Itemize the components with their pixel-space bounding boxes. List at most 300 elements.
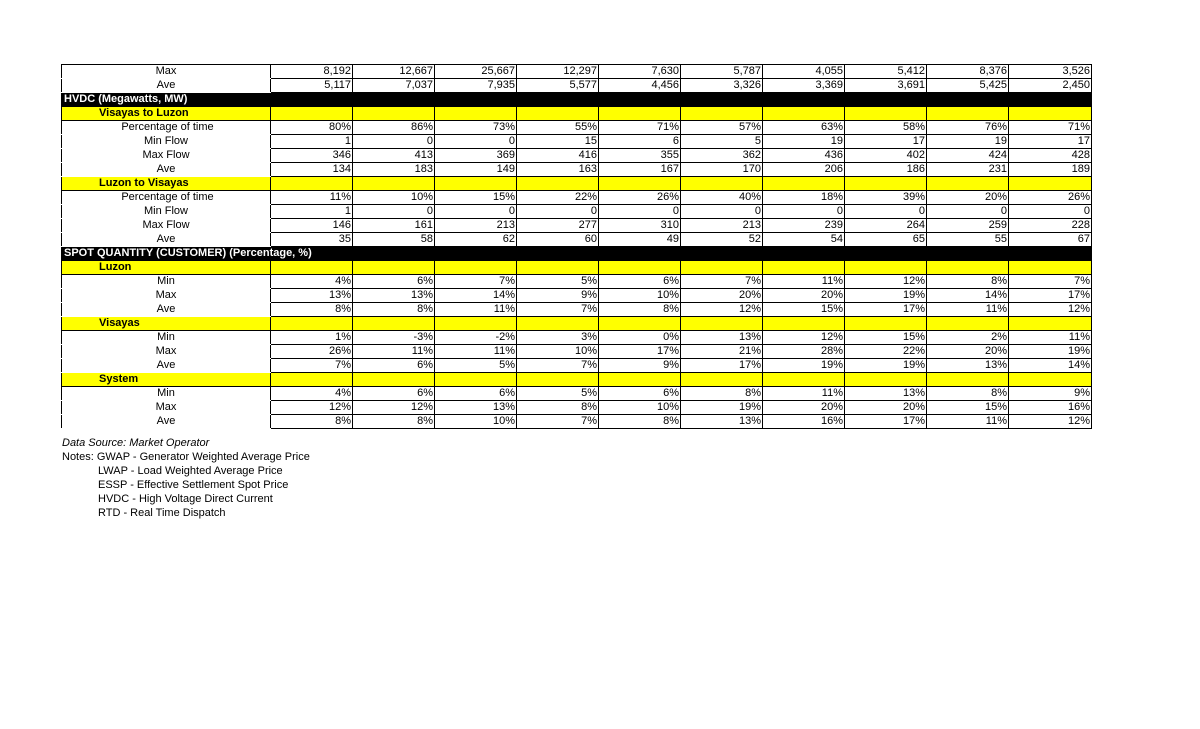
value-cell: 13% [681, 331, 763, 345]
value-cell: 7% [435, 275, 517, 289]
row-label: Ave [62, 79, 271, 93]
value-cell: 10% [353, 191, 435, 205]
table-row [62, 65, 1092, 79]
subsection-blank-cell [1009, 107, 1092, 121]
subsection-blank-cell [353, 261, 435, 275]
table-row [62, 219, 1092, 233]
subsection-blank-cell [435, 373, 517, 387]
table-row [62, 233, 1092, 247]
value-cell: 7,935 [435, 79, 517, 93]
subsection-blank-cell [763, 261, 845, 275]
subsection-blank-cell [927, 261, 1009, 275]
value-cell: 8% [927, 275, 1009, 289]
value-cell: 7,037 [353, 79, 435, 93]
subsection-blank-cell [435, 261, 517, 275]
value-cell: 26% [1009, 191, 1092, 205]
value-cell: 228 [1009, 219, 1092, 233]
value-cell: 12% [681, 303, 763, 317]
subsection-blank-cell [599, 107, 681, 121]
value-cell: 13% [435, 401, 517, 415]
value-cell: 167 [599, 163, 681, 177]
value-cell: 12% [353, 401, 435, 415]
section-title: SPOT QUANTITY (CUSTOMER) (Percentage, %) [62, 247, 1092, 261]
value-cell: 7% [517, 415, 599, 429]
value-cell: 11% [435, 303, 517, 317]
value-cell: 71% [1009, 121, 1092, 135]
value-cell: 183 [353, 163, 435, 177]
value-cell: 19% [681, 401, 763, 415]
value-cell: 11% [1009, 331, 1092, 345]
subsection-blank-cell [517, 317, 599, 331]
value-cell: 5 [681, 135, 763, 149]
subsection-blank-cell [353, 373, 435, 387]
subsection-blank-cell [681, 177, 763, 191]
value-cell: 15% [927, 401, 1009, 415]
value-cell: 13% [681, 415, 763, 429]
value-cell: 310 [599, 219, 681, 233]
value-cell: 3,369 [763, 79, 845, 93]
value-cell: 7,630 [599, 65, 681, 79]
value-cell: 0 [599, 205, 681, 219]
row-label: Max [62, 401, 271, 415]
value-cell: 67 [1009, 233, 1092, 247]
section-header-row [62, 93, 1092, 107]
value-cell: 14% [435, 289, 517, 303]
value-cell: 6% [353, 275, 435, 289]
value-cell: 7% [681, 275, 763, 289]
row-label: Min Flow [62, 205, 271, 219]
value-cell: 3% [517, 331, 599, 345]
subsection-title: System [62, 373, 271, 387]
note-item: LWAP - Load Weighted Average Price [98, 465, 283, 477]
row-label: Min [62, 387, 271, 401]
subsection-blank-cell [435, 177, 517, 191]
value-cell: 11% [435, 345, 517, 359]
value-cell: 19% [1009, 345, 1092, 359]
table-row [62, 121, 1092, 135]
value-cell: 73% [435, 121, 517, 135]
subsection-blank-cell [681, 373, 763, 387]
subsection-blank-cell [271, 373, 353, 387]
subsection-blank-cell [927, 177, 1009, 191]
value-cell: 17% [845, 415, 927, 429]
subsection-blank-cell [927, 373, 1009, 387]
section-header-row [62, 247, 1092, 261]
value-cell: 11% [927, 415, 1009, 429]
row-label: Ave [62, 233, 271, 247]
value-cell: 7% [517, 359, 599, 373]
value-cell: 80% [271, 121, 353, 135]
value-cell: 13% [271, 289, 353, 303]
value-cell: 369 [435, 149, 517, 163]
value-cell: 4,055 [763, 65, 845, 79]
value-cell: 58 [353, 233, 435, 247]
value-cell: 4,456 [599, 79, 681, 93]
value-cell: 5,117 [271, 79, 353, 93]
value-cell: 14% [927, 289, 1009, 303]
value-cell: 362 [681, 149, 763, 163]
value-cell: 10% [599, 401, 681, 415]
value-cell: 12% [271, 401, 353, 415]
value-cell: 186 [845, 163, 927, 177]
table-row [62, 275, 1092, 289]
subsection-blank-cell [353, 317, 435, 331]
subsection-blank-cell [271, 177, 353, 191]
table-row [62, 415, 1092, 429]
value-cell: 10% [599, 289, 681, 303]
value-cell: 20% [927, 345, 1009, 359]
subsection-blank-cell [681, 261, 763, 275]
value-cell: 39% [845, 191, 927, 205]
value-cell: 6% [353, 359, 435, 373]
value-cell: 8% [271, 415, 353, 429]
value-cell: 57% [681, 121, 763, 135]
subsection-blank-cell [845, 317, 927, 331]
value-cell: 19% [845, 289, 927, 303]
value-cell: 3,526 [1009, 65, 1092, 79]
value-cell: 2,450 [1009, 79, 1092, 93]
note-item: RTD - Real Time Dispatch [98, 507, 226, 519]
value-cell: 277 [517, 219, 599, 233]
value-cell: 20% [763, 289, 845, 303]
value-cell: 71% [599, 121, 681, 135]
subsection-blank-cell [681, 317, 763, 331]
value-cell: 416 [517, 149, 599, 163]
value-cell: 8% [599, 303, 681, 317]
value-cell: 8% [353, 303, 435, 317]
subsection-blank-cell [1009, 317, 1092, 331]
value-cell: 14% [1009, 359, 1092, 373]
row-label: Min Flow [62, 135, 271, 149]
subsection-blank-cell [599, 317, 681, 331]
value-cell: 62 [435, 233, 517, 247]
value-cell: 26% [271, 345, 353, 359]
value-cell: 134 [271, 163, 353, 177]
subsection-blank-cell [1009, 177, 1092, 191]
value-cell: 0 [1009, 205, 1092, 219]
subsection-blank-cell [517, 177, 599, 191]
value-cell: -3% [353, 331, 435, 345]
value-cell: 146 [271, 219, 353, 233]
subsection-title: Visayas [62, 317, 271, 331]
value-cell: 11% [763, 275, 845, 289]
table-row [62, 345, 1092, 359]
value-cell: 15% [845, 331, 927, 345]
value-cell: 8% [353, 415, 435, 429]
subsection-blank-cell [763, 373, 845, 387]
value-cell: 8% [599, 415, 681, 429]
subsection-blank-cell [271, 317, 353, 331]
market-data-table [61, 64, 1092, 429]
value-cell: 8% [517, 401, 599, 415]
value-cell: 11% [271, 191, 353, 205]
row-label: Percentage of time [62, 121, 271, 135]
value-cell: 19 [763, 135, 845, 149]
value-cell: 25,667 [435, 65, 517, 79]
value-cell: 26% [599, 191, 681, 205]
value-cell: 428 [1009, 149, 1092, 163]
value-cell: 21% [681, 345, 763, 359]
value-cell: 1 [271, 205, 353, 219]
value-cell: 16% [1009, 401, 1092, 415]
value-cell: 9% [517, 289, 599, 303]
value-cell: 12,667 [353, 65, 435, 79]
value-cell: 13% [927, 359, 1009, 373]
data-source-note: Data Source: Market Operator [62, 437, 210, 449]
value-cell: 5,425 [927, 79, 1009, 93]
value-cell: 0 [681, 205, 763, 219]
subsection-blank-cell [845, 177, 927, 191]
value-cell: 12% [1009, 303, 1092, 317]
subsection-blank-cell [845, 107, 927, 121]
subsection-blank-cell [845, 373, 927, 387]
row-label: Min [62, 331, 271, 345]
subsection-blank-cell [517, 373, 599, 387]
value-cell: 413 [353, 149, 435, 163]
value-cell: 8% [271, 303, 353, 317]
value-cell: 11% [353, 345, 435, 359]
value-cell: 213 [681, 219, 763, 233]
value-cell: 20% [763, 401, 845, 415]
value-cell: 2% [927, 331, 1009, 345]
value-cell: 17 [1009, 135, 1092, 149]
value-cell: 86% [353, 121, 435, 135]
row-label: Min [62, 275, 271, 289]
value-cell: 8% [927, 387, 1009, 401]
row-label: Ave [62, 415, 271, 429]
section-title: HVDC (Megawatts, MW) [62, 93, 1092, 107]
subsection-header-row [62, 261, 1092, 275]
value-cell: 6% [353, 387, 435, 401]
notes-block [62, 436, 310, 520]
value-cell: 8% [681, 387, 763, 401]
table-row [62, 135, 1092, 149]
value-cell: 17% [845, 303, 927, 317]
value-cell: 346 [271, 149, 353, 163]
table-row [62, 331, 1092, 345]
value-cell: 206 [763, 163, 845, 177]
value-cell: 7% [1009, 275, 1092, 289]
value-cell: 0 [435, 135, 517, 149]
value-cell: 18% [763, 191, 845, 205]
value-cell: 54 [763, 233, 845, 247]
value-cell: 60 [517, 233, 599, 247]
row-label: Max [62, 345, 271, 359]
value-cell: 19% [845, 359, 927, 373]
subsection-blank-cell [599, 177, 681, 191]
value-cell: 76% [927, 121, 1009, 135]
value-cell: 7% [271, 359, 353, 373]
subsection-blank-cell [845, 261, 927, 275]
value-cell: 5,412 [845, 65, 927, 79]
subsection-blank-cell [599, 261, 681, 275]
value-cell: 3,326 [681, 79, 763, 93]
value-cell: 12% [1009, 415, 1092, 429]
subsection-header-row [62, 107, 1092, 121]
value-cell: 213 [435, 219, 517, 233]
value-cell: 15% [435, 191, 517, 205]
value-cell: 20% [681, 289, 763, 303]
subsection-blank-cell [763, 317, 845, 331]
table-row [62, 163, 1092, 177]
subsection-blank-cell [435, 107, 517, 121]
notes-heading: Notes: GWAP - Generator Weighted Average Price [62, 451, 310, 463]
value-cell: 402 [845, 149, 927, 163]
subsection-blank-cell [763, 107, 845, 121]
value-cell: 1 [271, 135, 353, 149]
value-cell: 22% [845, 345, 927, 359]
value-cell: 0 [927, 205, 1009, 219]
value-cell: 1% [271, 331, 353, 345]
value-cell: 163 [517, 163, 599, 177]
value-cell: 12,297 [517, 65, 599, 79]
value-cell: 8,192 [271, 65, 353, 79]
value-cell: 19 [927, 135, 1009, 149]
value-cell: 8,376 [927, 65, 1009, 79]
subsection-blank-cell [599, 373, 681, 387]
subsection-blank-cell [517, 107, 599, 121]
subsection-title: Luzon [62, 261, 271, 275]
value-cell: 12% [763, 331, 845, 345]
value-cell: 40% [681, 191, 763, 205]
value-cell: 5% [517, 387, 599, 401]
value-cell: 13% [845, 387, 927, 401]
row-label: Max [62, 289, 271, 303]
value-cell: 0 [435, 205, 517, 219]
value-cell: 0 [353, 135, 435, 149]
subsection-header-row [62, 317, 1092, 331]
value-cell: 0 [517, 205, 599, 219]
value-cell: 5,787 [681, 65, 763, 79]
value-cell: 13% [353, 289, 435, 303]
value-cell: 231 [927, 163, 1009, 177]
row-label: Ave [62, 303, 271, 317]
value-cell: 9% [1009, 387, 1092, 401]
value-cell: 7% [517, 303, 599, 317]
value-cell: 0 [845, 205, 927, 219]
subsection-title: Visayas to Luzon [62, 107, 271, 121]
subsection-blank-cell [271, 107, 353, 121]
value-cell: 149 [435, 163, 517, 177]
row-label: Max [62, 65, 271, 79]
row-label: Ave [62, 359, 271, 373]
value-cell: 0 [763, 205, 845, 219]
table-row [62, 401, 1092, 415]
value-cell: 5% [517, 275, 599, 289]
note-item: ESSP - Effective Settlement Spot Price [98, 479, 289, 491]
subsection-blank-cell [927, 317, 1009, 331]
subsection-blank-cell [1009, 261, 1092, 275]
table-row [62, 303, 1092, 317]
value-cell: 170 [681, 163, 763, 177]
value-cell: 17 [845, 135, 927, 149]
subsection-blank-cell [517, 261, 599, 275]
table-row [62, 191, 1092, 205]
row-label: Ave [62, 163, 271, 177]
subsection-header-row [62, 177, 1092, 191]
value-cell: 3,691 [845, 79, 927, 93]
value-cell: 52 [681, 233, 763, 247]
value-cell: 6% [599, 275, 681, 289]
value-cell: 189 [1009, 163, 1092, 177]
value-cell: 10% [435, 415, 517, 429]
value-cell: 55% [517, 121, 599, 135]
subsection-blank-cell [763, 177, 845, 191]
value-cell: 20% [845, 401, 927, 415]
value-cell: 65 [845, 233, 927, 247]
value-cell: 4% [271, 275, 353, 289]
subsection-blank-cell [353, 107, 435, 121]
value-cell: 6 [599, 135, 681, 149]
value-cell: 355 [599, 149, 681, 163]
value-cell: 17% [599, 345, 681, 359]
value-cell: 28% [763, 345, 845, 359]
value-cell: 264 [845, 219, 927, 233]
value-cell: 0 [353, 205, 435, 219]
value-cell: 12% [845, 275, 927, 289]
value-cell: 424 [927, 149, 1009, 163]
value-cell: 5% [435, 359, 517, 373]
value-cell: 259 [927, 219, 1009, 233]
value-cell: 58% [845, 121, 927, 135]
value-cell: 11% [927, 303, 1009, 317]
value-cell: 6% [599, 387, 681, 401]
subsection-blank-cell [435, 317, 517, 331]
subsection-blank-cell [681, 107, 763, 121]
row-label: Max Flow [62, 219, 271, 233]
value-cell: 19% [763, 359, 845, 373]
value-cell: 15% [763, 303, 845, 317]
subsection-title: Luzon to Visayas [62, 177, 271, 191]
value-cell: 17% [1009, 289, 1092, 303]
value-cell: 22% [517, 191, 599, 205]
value-cell: 10% [517, 345, 599, 359]
subsection-header-row [62, 373, 1092, 387]
value-cell: 161 [353, 219, 435, 233]
value-cell: 239 [763, 219, 845, 233]
value-cell: 20% [927, 191, 1009, 205]
table-row [62, 205, 1092, 219]
value-cell: 15 [517, 135, 599, 149]
value-cell: 16% [763, 415, 845, 429]
table-row [62, 289, 1092, 303]
table-row [62, 149, 1092, 163]
value-cell: 0% [599, 331, 681, 345]
subsection-blank-cell [353, 177, 435, 191]
value-cell: 55 [927, 233, 1009, 247]
value-cell: 49 [599, 233, 681, 247]
row-label: Max Flow [62, 149, 271, 163]
value-cell: -2% [435, 331, 517, 345]
table-row [62, 387, 1092, 401]
subsection-blank-cell [927, 107, 1009, 121]
value-cell: 5,577 [517, 79, 599, 93]
value-cell: 436 [763, 149, 845, 163]
table-row [62, 359, 1092, 373]
row-label: Percentage of time [62, 191, 271, 205]
note-item: HVDC - High Voltage Direct Current [98, 493, 273, 505]
table-row [62, 79, 1092, 93]
subsection-blank-cell [1009, 373, 1092, 387]
subsection-blank-cell [271, 261, 353, 275]
value-cell: 9% [599, 359, 681, 373]
value-cell: 35 [271, 233, 353, 247]
value-cell: 17% [681, 359, 763, 373]
value-cell: 63% [763, 121, 845, 135]
value-cell: 11% [763, 387, 845, 401]
value-cell: 4% [271, 387, 353, 401]
value-cell: 6% [435, 387, 517, 401]
